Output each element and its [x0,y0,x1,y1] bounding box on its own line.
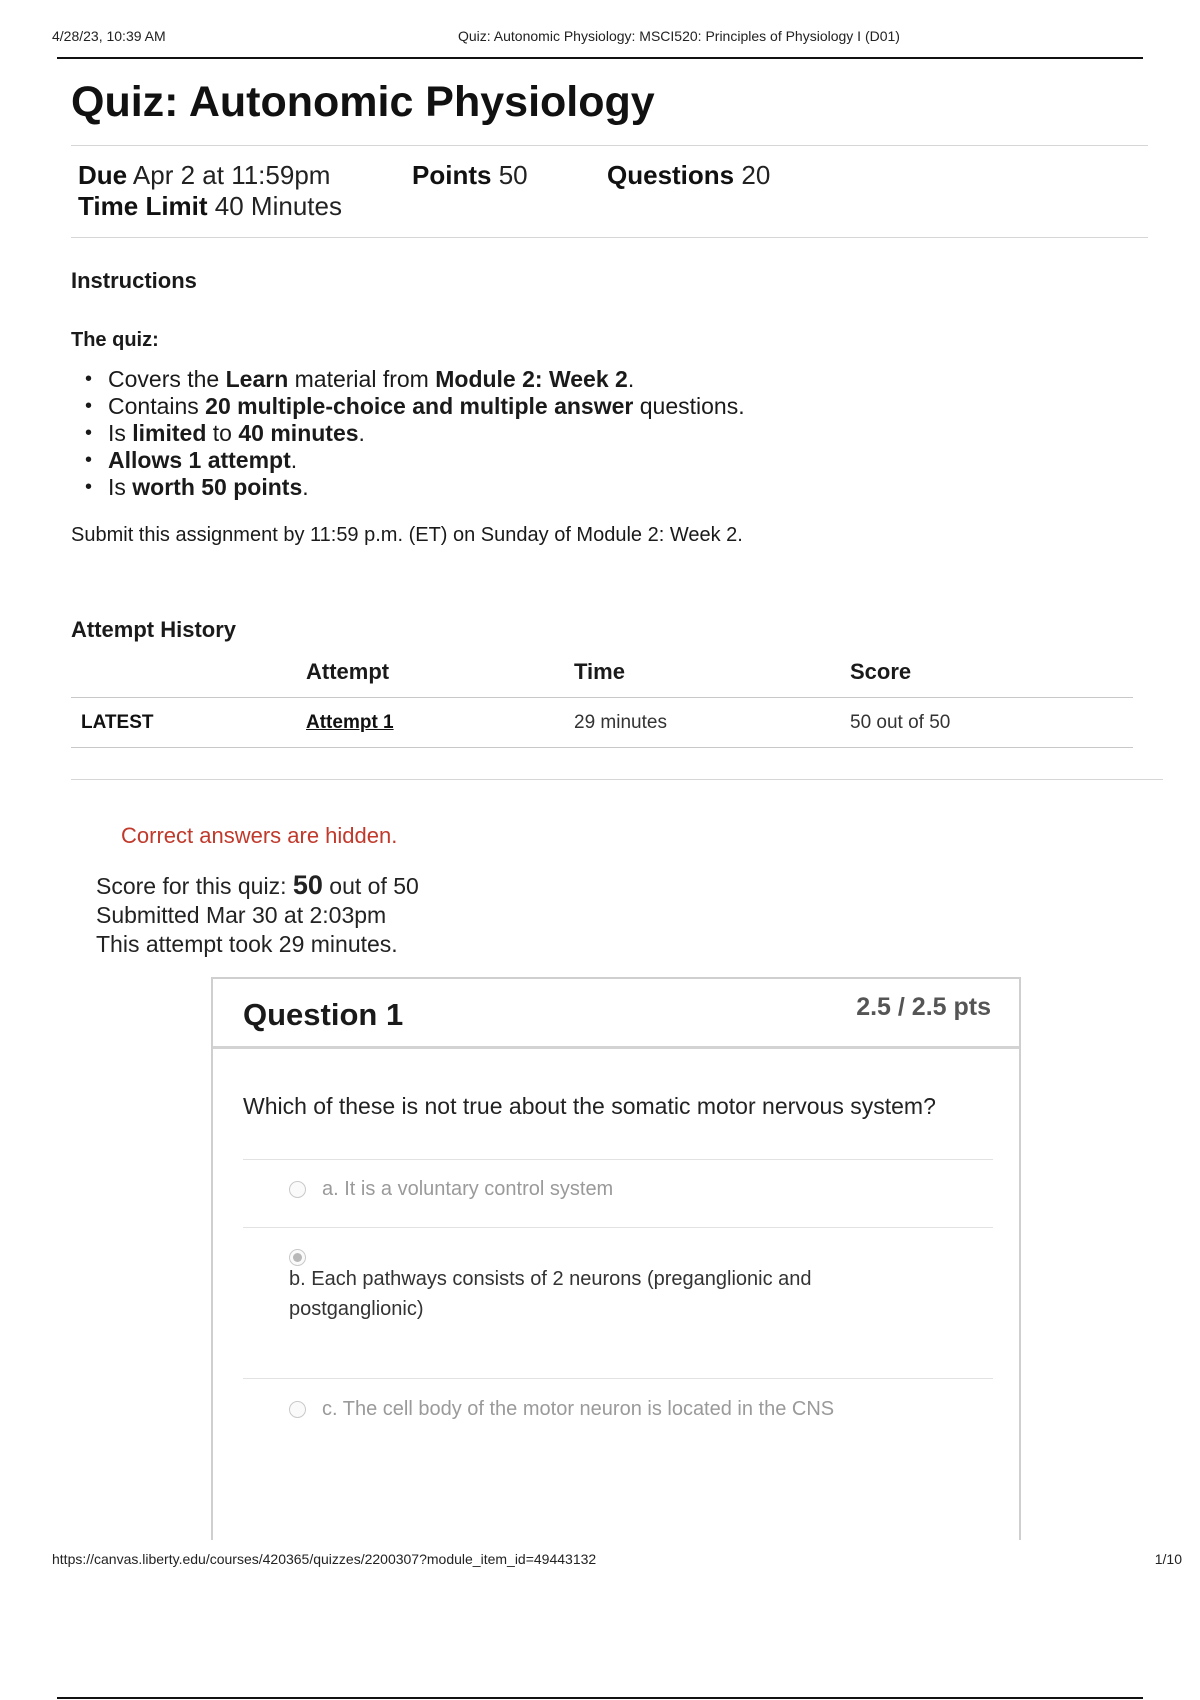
option-c-text: c. The cell body of the motor neuron is located in the CNS [322,1398,835,1420]
option-a-text: a. It is a voluntary control system [322,1178,614,1200]
instruction-item: • Covers the Learn material from Module 2: Week 2. [85,366,745,393]
footer-rule [57,1697,1143,1699]
correct-answers-hidden-note: Correct answers are hidden. [121,823,398,848]
due-date [78,160,330,191]
attempt-history-header-line [71,697,1133,698]
col-time: Time [574,659,625,684]
duration-line: This attempt took 29 minutes. [96,931,398,957]
latest-label: LATEST [81,712,154,733]
points-label: Points [412,160,492,190]
option-divider [243,1159,993,1160]
score-summary [96,871,419,959]
title-divider [71,145,1148,146]
instructions-heading: Instructions [71,268,197,293]
questions-count [607,160,770,191]
instruction-item: • Is limited to 40 minutes. [85,420,745,447]
attempt-time: 29 minutes [574,712,667,733]
attempt-history-row-line [71,747,1133,748]
header-rule [57,57,1143,59]
quiz-score-line: Score for this quiz: 50 out of 50 [96,870,419,900]
instruction-item: • Is worth 50 points. [85,474,745,501]
history-divider [71,779,1163,780]
question-card [211,977,1021,1540]
quiz-score-value: 50 [292,870,323,900]
due-label: Due [78,160,128,190]
instructions-list [85,366,745,501]
attempt-score: 50 out of 50 [850,712,951,733]
option-b-text: b. Each pathways consists of 2 neurons (preganglionic and postganglionic) [289,1268,812,1320]
question-points: 2.5 / 2.5 pts [856,993,991,1021]
question-text: Which of these is not true about the somatic motor nervous system? [243,1093,936,1119]
submit-note: Submit this assignment by 11:59 p.m. (ET) on Sunday of Module 2: Week 2. [71,524,743,546]
print-datetime: 4/28/23, 10:39 AM [52,28,166,44]
time-limit-label: Time Limit [78,191,208,221]
page-number: 1/10 [1154,1551,1182,1567]
question-title: Question 1 [243,997,404,1032]
attempt-1-link[interactable]: Attempt 1 [306,712,394,733]
time-limit [78,191,342,222]
radio-option-c[interactable] [289,1401,306,1418]
meta-divider [71,237,1148,238]
question-header [213,979,1019,1049]
submitted-line: Submitted Mar 30 at 2:03pm [96,902,387,928]
questions-label: Questions [607,160,735,190]
questions-value: 20 [741,160,771,190]
time-limit-value: 40 Minutes [214,191,342,221]
instructions-subheading: The quiz: [71,329,159,351]
attempt-history-heading: Attempt History [71,617,237,642]
col-attempt: Attempt [306,659,390,684]
due-value: Apr 2 at 11:59pm [132,160,331,190]
page-url: https://canvas.liberty.edu/courses/420365/quizzes/2200307?module_item_id=49443132 [52,1551,597,1567]
print-page-title: Quiz: Autonomic Physiology: MSCI520: Principles of Physiology I (D01) [458,28,900,44]
instruction-item: • Contains 20 multiple-choice and multiple answer questions. [85,393,745,420]
instruction-item: • Allows 1 attempt. [85,447,745,474]
points-value: 50 [498,160,528,190]
option-divider [243,1227,993,1228]
col-score: Score [850,659,912,684]
page-title: Quiz: Autonomic Physiology [71,78,655,126]
points [412,160,528,191]
radio-option-a[interactable] [289,1181,306,1198]
option-divider [243,1378,993,1379]
